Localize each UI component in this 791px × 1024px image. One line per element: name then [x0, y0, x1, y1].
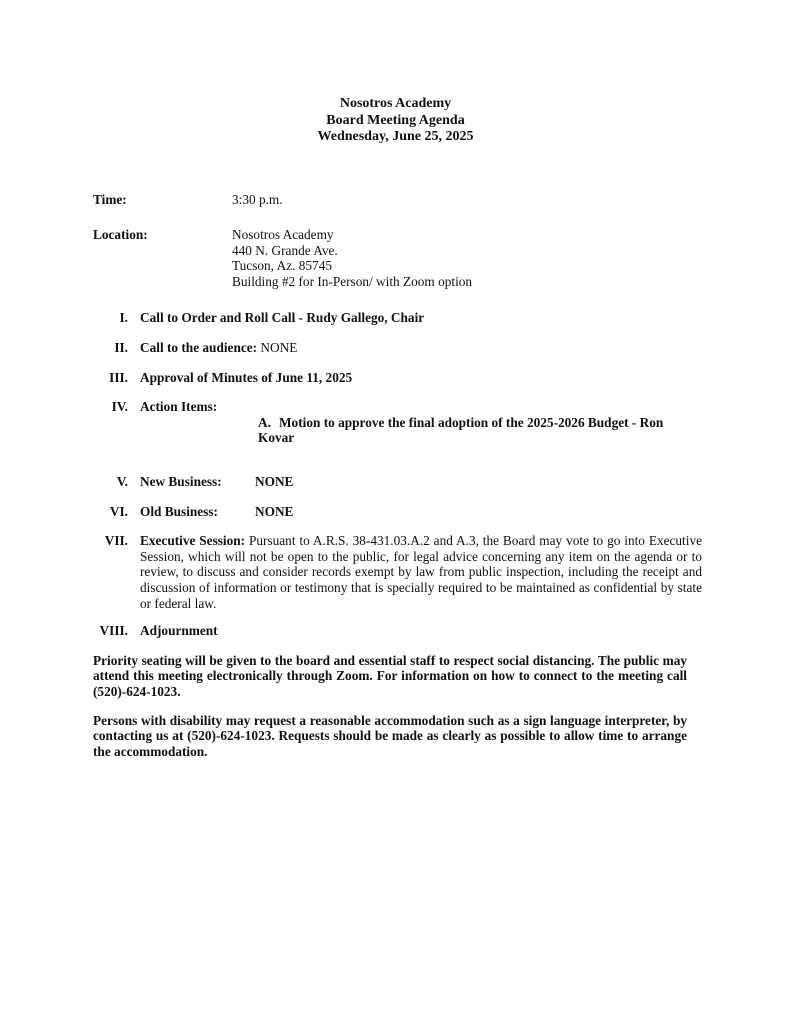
- location-line-1: Nosotros Academy: [232, 227, 334, 243]
- agenda-numeral: III.: [109, 369, 128, 385]
- footer-notes: [93, 653, 687, 760]
- agenda-item-approval-of-minutes: [88, 370, 791, 386]
- agenda-item-text: [140, 340, 702, 356]
- priority-seating-note: Priority seating will be given to the board and essential staff to respect social distancing. The public may attend this meeting electronically through Zoom. For information on how to connect to the meeting call (520)-624-1023.: [93, 652, 687, 699]
- agenda-item-call-to-order: [88, 310, 791, 326]
- meeting-info: [93, 192, 791, 290]
- agenda-item-bold-text: Action Items:: [140, 399, 218, 415]
- agenda-item-text: [140, 533, 702, 611]
- agenda-item-regular-text: NONE: [257, 340, 298, 356]
- agenda-numeral: V.: [116, 474, 128, 490]
- agenda-item-old-business: [88, 504, 791, 520]
- agenda-numeral: IV.: [111, 399, 128, 415]
- executive-session-paragraph: [140, 533, 702, 611]
- agenda-item-text: [140, 504, 702, 520]
- location-row: [93, 227, 791, 289]
- location-label: Location:: [93, 227, 148, 243]
- time-row: [93, 192, 791, 208]
- agenda-item-text: [140, 370, 702, 386]
- agenda-item-text: [140, 474, 702, 490]
- agenda-numeral: I.: [119, 310, 128, 326]
- agenda-item-text: [140, 623, 702, 639]
- document-header: [0, 96, 791, 146]
- agenda-item-bold-text: Approval of Minutes of June 11, 2025: [140, 369, 353, 385]
- agenda-item-call-to-audience: [88, 340, 791, 356]
- location-line-2: 440 N. Grande Ave.: [232, 242, 338, 258]
- agenda-item-bold-text: Adjournment: [140, 623, 218, 639]
- agenda-item-new-business: [88, 474, 791, 490]
- time-value: 3:30 p.m.: [232, 191, 283, 207]
- time-label: Time:: [93, 191, 127, 207]
- subitem-text: Motion to approve the final adoption of the 2025-2026 Budget - Ron Kovar: [258, 414, 664, 446]
- org-name: Nosotros Academy: [339, 96, 452, 111]
- agenda-item-bold-text: Call to the audience:: [140, 340, 258, 356]
- document-title: Board Meeting Agenda: [326, 112, 465, 128]
- agenda-list: [88, 310, 791, 638]
- agenda-item-bold-text: Call to Order and Roll Call - Rudy Gallego, Chair: [140, 310, 425, 326]
- agenda-item-bold-text: Executive Session:: [140, 533, 246, 549]
- location-value: [232, 227, 472, 289]
- agenda-numeral: VII.: [104, 533, 128, 549]
- subitem-letter: A.: [258, 414, 271, 430]
- agenda-item-executive-session: [88, 533, 791, 611]
- document-date: Wednesday, June 25, 2025: [317, 129, 474, 144]
- location-line-3: Tucson, Az. 85745: [232, 258, 332, 274]
- agenda-item-text: [140, 399, 702, 446]
- agenda-subitem-budget-motion: [258, 415, 702, 446]
- agenda-item-text: [140, 310, 702, 326]
- agenda-item-regular-text: Pursuant to A.R.S. 38-431.03.A.2 and A.3, the Board may vote to go into Executive Session, which will not be open to the public, for legal advice concerning any item on the agenda or to review, to discuss and consider records exempt by law from public inspection, including the receipt and discussion of information or testimony that is specially required to be maintained as confidential by state or federal law.: [140, 533, 702, 611]
- agenda-item-value: NONE: [255, 474, 294, 490]
- agenda-item-value: NONE: [255, 503, 294, 519]
- disability-accommodation-note: Persons with disability may request a reasonable accommodation such as a sign language interpreter, by contacting us at (520)-624-1023. Requests should be made as clearly as possible to allow time to arrange the accommodation.: [93, 712, 687, 759]
- agenda-item-adjournment: [88, 623, 791, 639]
- location-line-4: Building #2 for In-Person/ with Zoom option: [232, 273, 473, 289]
- agenda-item-bold-text: Old Business:: [140, 503, 218, 519]
- agenda-item-action-items: [88, 399, 791, 446]
- agenda-numeral: VI.: [109, 503, 128, 519]
- agenda-numeral: VIII.: [99, 623, 128, 639]
- agenda-item-bold-text: New Business:: [140, 474, 222, 490]
- agenda-numeral: II.: [114, 340, 128, 356]
